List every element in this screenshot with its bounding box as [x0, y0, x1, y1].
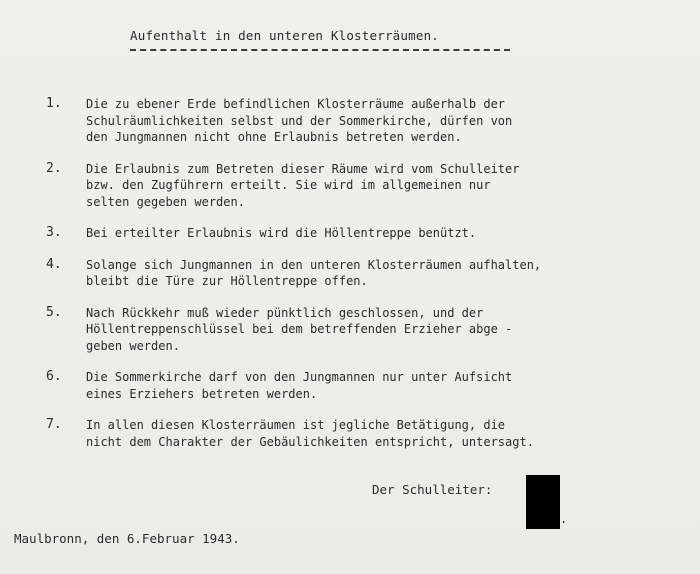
rule-line: eines Erziehers betreten werden. — [86, 386, 318, 401]
rule-text — [86, 369, 686, 402]
rule-text — [86, 417, 686, 450]
rule-text — [86, 257, 686, 290]
rule-line: geben werden. — [86, 338, 180, 353]
rule-item — [0, 305, 700, 355]
signature-period: . — [560, 512, 568, 526]
rule-text — [86, 305, 686, 355]
rule-line: Bei erteilter Erlaubnis wird die Höllentreppe benützt. — [86, 226, 477, 240]
rule-number: 4. — [46, 256, 62, 272]
rule-line: Nach Rückkehr muß wieder pünktlich geschlossen, und der — [86, 305, 484, 320]
rules-list — [0, 96, 700, 465]
rule-line: Die zu ebener Erde befindlichen Klosterräume außerhalb der — [86, 97, 506, 111]
rule-line: Solange sich Jungmannen in den unteren Klosterräumen aufhalten, — [86, 257, 542, 272]
rule-line: Schulräumlichkeiten selbst und der Sommerkirche, dürfen von — [86, 113, 513, 128]
rule-line: Die Erlaubnis zum Betreten dieser Räume wird vom Schulleiter — [86, 161, 520, 176]
rule-text — [86, 161, 686, 211]
rule-number: 1. — [46, 96, 62, 111]
rule-item — [0, 225, 700, 242]
place-date: Maulbronn, den 6.Februar 1943. — [14, 531, 240, 546]
rule-line: selten gegeben werden. — [86, 194, 245, 209]
rule-item — [0, 96, 700, 146]
rule-line: Die Sommerkirche darf von den Jungmannen nur unter Aufsicht — [86, 370, 513, 384]
rule-line: den Jungmannen nicht ohne Erlaubnis betreten werden. — [86, 130, 462, 144]
rule-item — [0, 369, 700, 402]
signature-label: Der Schulleiter: — [372, 482, 493, 497]
rule-text — [86, 225, 686, 242]
rule-number: 2. — [46, 160, 62, 176]
redaction-block — [526, 475, 560, 529]
rule-item — [0, 257, 700, 290]
rule-item — [0, 161, 700, 211]
rule-line: Höllentreppenschlüssel bei dem betreffenden Erzieher abge - — [86, 322, 513, 336]
rule-line: bleibt die Türe zur Höllentreppe offen. — [86, 274, 368, 288]
rule-number: 3. — [46, 225, 62, 240]
rule-line: nicht dem Charakter der Gebäulichkeiten entspricht, untersagt. — [86, 434, 534, 449]
rule-number: 5. — [46, 304, 62, 320]
rule-line: bzw. den Zugführern erteilt. Sie wird im allgemeinen nur — [86, 178, 491, 192]
rule-item — [0, 417, 700, 450]
rule-number: 7. — [46, 417, 62, 432]
rule-line: In allen diesen Klosterräumen ist jegliche Betätigung, die — [86, 418, 506, 432]
rule-text — [86, 96, 686, 146]
rule-number: 6. — [46, 369, 62, 384]
document-title: Aufenthalt in den unteren Klosterräumen. — [130, 28, 440, 43]
title-underline — [130, 49, 510, 51]
